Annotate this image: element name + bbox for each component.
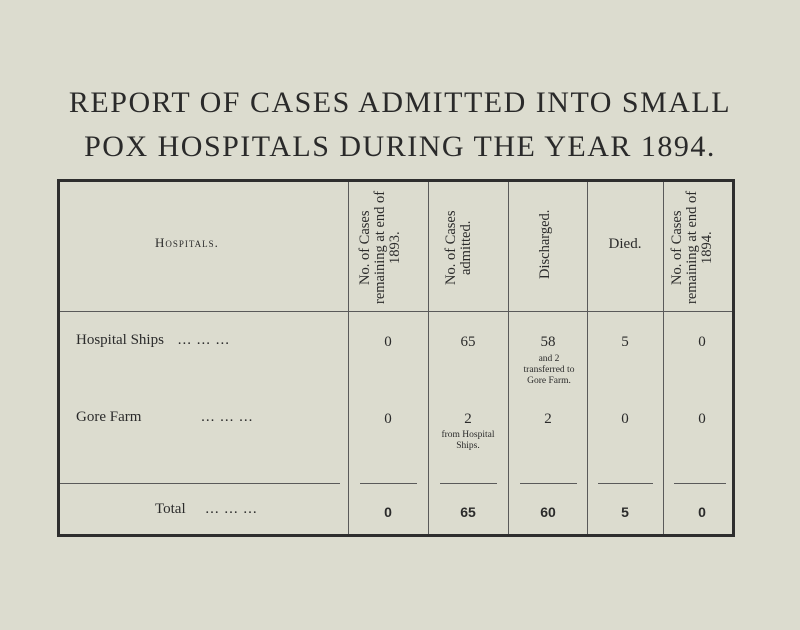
row-label-total <box>155 501 258 518</box>
leader-dots: ... ... ... <box>201 409 254 425</box>
cell-remaining-end: 0 <box>698 334 706 350</box>
total-divider-segment <box>598 483 653 484</box>
column-divider <box>587 182 588 534</box>
total-divider-segment <box>440 483 497 484</box>
header-remaining-1893: No. of Cases remaining at end of 1893. <box>357 190 403 305</box>
row-label-hospital-ships <box>76 332 230 349</box>
total-label: Total <box>155 501 186 517</box>
cell-admitted-note: from Hospital Ships. <box>441 430 495 451</box>
cell-discharged: 2 <box>544 411 552 427</box>
leader-dots: ... ... ... <box>205 501 258 517</box>
header-died: Died. <box>608 236 642 252</box>
total-divider-segment <box>520 483 577 484</box>
hospital-name: Gore Farm <box>76 409 142 425</box>
total-remaining-end: 0 <box>698 504 706 520</box>
header-discharged: Discharged. <box>537 209 553 279</box>
total-divider-segment <box>674 483 726 484</box>
total-divider-segment <box>360 483 417 484</box>
header-divider <box>60 311 732 312</box>
column-divider <box>663 182 664 534</box>
cases-table <box>57 179 735 537</box>
cell-remaining-start: 0 <box>384 334 392 350</box>
column-divider <box>428 182 429 534</box>
leader-dots: ... ... ... <box>177 332 230 348</box>
header-hospitals: Hospitals. <box>155 235 219 250</box>
header-remaining-1894: No. of Cases remaining at end of 1894. <box>669 190 715 305</box>
report-title-line-2: POX HOSPITALS DURING THE YEAR 1894. <box>84 130 716 163</box>
total-remaining-start: 0 <box>384 504 392 520</box>
cell-died: 5 <box>621 334 629 350</box>
cell-remaining-end: 0 <box>698 411 706 427</box>
total-admitted: 65 <box>460 504 476 520</box>
cell-discharged-note: and 2 transferred to Gore Farm. <box>523 354 575 386</box>
row-label-gore-farm <box>76 409 253 426</box>
cell-admitted: 65 <box>460 334 476 350</box>
header-admitted: No. of Cases admitted. <box>443 210 474 285</box>
total-discharged: 60 <box>540 504 556 520</box>
report-title-line-1: REPORT OF CASES ADMITTED INTO SMALL <box>68 86 732 119</box>
cell-remaining-start: 0 <box>384 411 392 427</box>
cell-died: 0 <box>621 411 629 427</box>
total-died: 5 <box>621 504 629 520</box>
hospital-name: Hospital Ships <box>76 332 164 348</box>
column-divider <box>348 182 349 534</box>
total-divider-left <box>60 483 340 484</box>
cell-admitted: 2 <box>464 411 472 427</box>
cell-discharged: 58 <box>540 334 556 350</box>
column-divider <box>508 182 509 534</box>
